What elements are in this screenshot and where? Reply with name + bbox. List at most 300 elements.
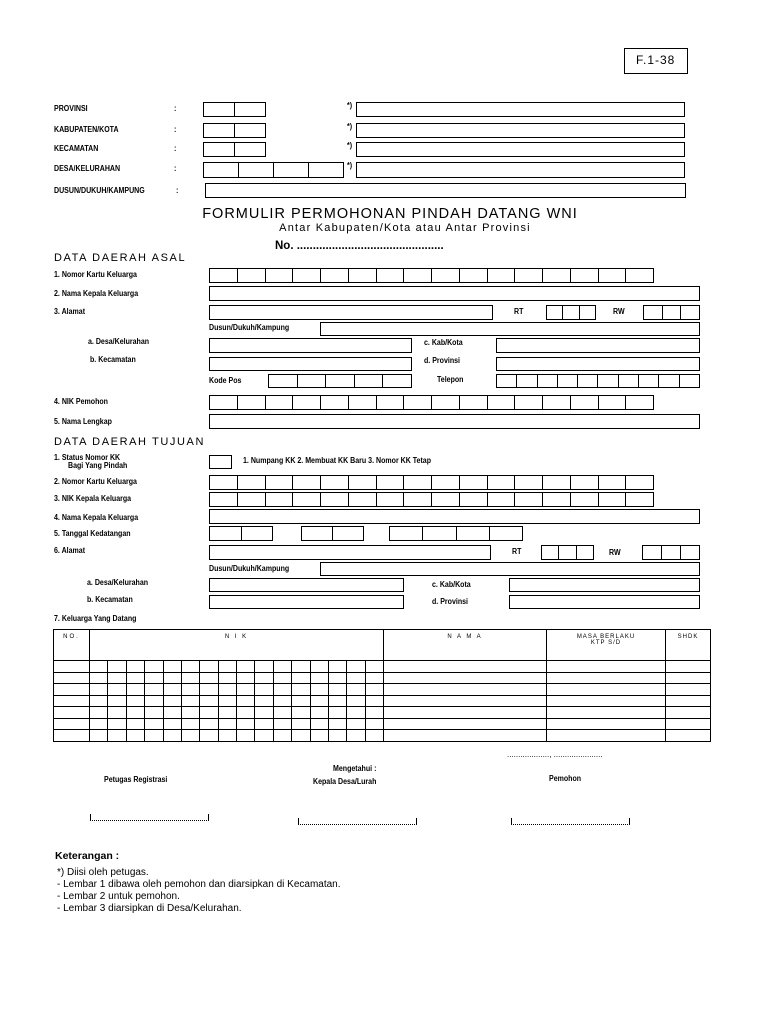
nik-digit-cell[interactable] (145, 718, 163, 730)
colon: : (174, 125, 177, 134)
digit-cell[interactable] (618, 375, 638, 387)
nik-digit-cell[interactable] (108, 661, 126, 673)
digit-cell[interactable] (497, 375, 516, 387)
digit-cell[interactable] (273, 163, 308, 177)
masa-cell[interactable] (547, 684, 666, 696)
digit-cell[interactable] (320, 476, 348, 489)
shdk-cell[interactable] (666, 695, 711, 707)
nik-digit-cell[interactable] (273, 672, 291, 684)
nik-digit-cell[interactable] (365, 695, 383, 707)
alamat-tujuan-input[interactable] (209, 545, 491, 560)
nik-digit-cell[interactable] (163, 684, 181, 696)
kecamatan-code-input[interactable] (203, 142, 266, 157)
digit-cell[interactable] (204, 103, 234, 116)
kec-asal-input[interactable] (209, 357, 412, 371)
nik-digit-cell[interactable] (218, 661, 236, 673)
rt-asal-input[interactable] (546, 305, 596, 320)
masa-cell[interactable] (547, 707, 666, 719)
masa-cell[interactable] (547, 672, 666, 684)
nik-digit-cell[interactable] (365, 730, 383, 742)
label-prov-asal: d. Provinsi (424, 356, 460, 365)
nik-digit-cell[interactable] (108, 707, 126, 719)
nik-digit-cell[interactable] (328, 672, 346, 684)
digit-cell[interactable] (638, 375, 658, 387)
digit-cell[interactable] (542, 269, 570, 282)
digit-cell[interactable] (547, 306, 562, 319)
nik-digit-cell[interactable] (237, 695, 255, 707)
nama-cell[interactable] (384, 730, 547, 742)
nama-cell[interactable] (384, 707, 547, 719)
digit-cell[interactable] (403, 493, 431, 506)
nik-digit-cell[interactable] (237, 672, 255, 684)
digit-cell[interactable] (661, 546, 680, 559)
digit-cell[interactable] (204, 143, 234, 156)
nik-digit-cell[interactable] (237, 661, 255, 673)
nkk-asal-input[interactable] (209, 268, 654, 283)
table-row (54, 672, 711, 684)
nik-digit-cell[interactable] (126, 730, 144, 742)
nik-digit-cell[interactable] (237, 730, 255, 742)
nik-digit-cell[interactable] (273, 684, 291, 696)
digit-cell[interactable] (376, 476, 404, 489)
note-item: - Lembar 3 diarsipkan di Desa/Kelurahan. (57, 903, 242, 914)
digit-cell[interactable] (658, 375, 678, 387)
dusun-input[interactable] (205, 183, 686, 198)
nik-digit-cell[interactable] (90, 718, 108, 730)
nik-digit-cell[interactable] (292, 684, 310, 696)
nik-digit-cell[interactable] (108, 730, 126, 742)
nik-digit-cell[interactable] (126, 684, 144, 696)
nik-digit-cell[interactable] (181, 684, 199, 696)
nik-digit-cell[interactable] (126, 695, 144, 707)
nik-digit-cell[interactable] (163, 730, 181, 742)
digit-cell[interactable] (598, 476, 626, 489)
digit-cell[interactable] (354, 375, 383, 387)
kodepos-input[interactable] (268, 374, 412, 388)
nik-digit-cell[interactable] (126, 718, 144, 730)
digit-cell[interactable] (210, 396, 237, 409)
nik-digit-cell[interactable] (218, 672, 236, 684)
digit-cell[interactable] (265, 396, 293, 409)
digit-cell[interactable] (625, 476, 653, 489)
nik-digit-cell[interactable] (328, 718, 346, 730)
digit-cell[interactable] (489, 527, 522, 540)
nik-digit-cell[interactable] (328, 684, 346, 696)
nik-digit-cell[interactable] (255, 707, 273, 719)
digit-cell[interactable] (459, 269, 487, 282)
nik-digit-cell[interactable] (255, 661, 273, 673)
nik-digit-cell[interactable] (163, 672, 181, 684)
nik-digit-cell[interactable] (310, 730, 328, 742)
nik-digit-cell[interactable] (347, 661, 365, 673)
shdk-cell[interactable] (666, 718, 711, 730)
desa-tujuan-input[interactable] (209, 578, 404, 592)
digit-cell[interactable] (570, 476, 598, 489)
digit-cell[interactable] (662, 306, 681, 319)
tanggal-month-input[interactable] (301, 526, 364, 541)
nik-digit-cell[interactable] (292, 661, 310, 673)
digit-cell[interactable] (557, 375, 577, 387)
nik-digit-cell[interactable] (292, 707, 310, 719)
nik-digit-cell[interactable] (90, 707, 108, 719)
digit-cell[interactable] (598, 269, 626, 282)
no-cell[interactable] (54, 695, 90, 707)
prov-asal-input[interactable] (496, 357, 700, 371)
digit-cell[interactable] (456, 527, 489, 540)
digit-cell[interactable] (390, 527, 422, 540)
nik-digit-cell[interactable] (145, 730, 163, 742)
digit-cell[interactable] (516, 375, 536, 387)
nik-digit-cell[interactable] (108, 672, 126, 684)
shdk-cell[interactable] (666, 661, 711, 673)
nik-digit-cell[interactable] (292, 672, 310, 684)
digit-cell[interactable] (292, 396, 320, 409)
digit-cell[interactable] (265, 476, 293, 489)
nik-digit-cell[interactable] (255, 718, 273, 730)
digit-cell[interactable] (431, 493, 459, 506)
digit-cell[interactable] (643, 546, 661, 559)
shdk-cell[interactable] (666, 707, 711, 719)
nik-digit-cell[interactable] (328, 730, 346, 742)
digit-cell[interactable] (487, 493, 515, 506)
nik-digit-cell[interactable] (292, 695, 310, 707)
digit-cell[interactable] (644, 306, 662, 319)
provinsi-name-input[interactable] (356, 102, 685, 117)
nik-digit-cell[interactable] (310, 661, 328, 673)
nama-cell[interactable] (384, 695, 547, 707)
nik-digit-cell[interactable] (218, 718, 236, 730)
masa-cell[interactable] (547, 695, 666, 707)
nik-digit-cell[interactable] (328, 661, 346, 673)
nik-digit-cell[interactable] (108, 718, 126, 730)
alamat-asal-input[interactable] (209, 305, 493, 320)
nik-digit-cell[interactable] (163, 661, 181, 673)
digit-cell[interactable] (542, 493, 570, 506)
nik-digit-cell[interactable] (365, 672, 383, 684)
digit-cell[interactable] (234, 143, 265, 156)
digit-cell[interactable] (302, 527, 332, 540)
nik-digit-cell[interactable] (310, 684, 328, 696)
kab-asal-input[interactable] (496, 338, 700, 353)
digit-cell[interactable] (320, 269, 348, 282)
dusun-tujuan-input[interactable] (320, 562, 700, 576)
digit-cell[interactable] (265, 269, 293, 282)
masa-cell[interactable] (547, 718, 666, 730)
digit-cell[interactable] (237, 396, 265, 409)
digit-cell[interactable] (570, 493, 598, 506)
rw-asal-input[interactable] (643, 305, 700, 320)
nik-digit-cell[interactable] (163, 695, 181, 707)
digit-cell[interactable] (577, 375, 597, 387)
nik-digit-cell[interactable] (200, 718, 218, 730)
nik-digit-cell[interactable] (163, 718, 181, 730)
nik-digit-cell[interactable] (200, 684, 218, 696)
nik-digit-cell[interactable] (310, 718, 328, 730)
tanggal-day-input[interactable] (209, 526, 273, 541)
digit-cell[interactable] (579, 306, 595, 319)
digit-cell[interactable] (204, 163, 238, 177)
digit-cell[interactable] (332, 527, 363, 540)
digit-cell[interactable] (403, 396, 431, 409)
nik-digit-cell[interactable] (145, 684, 163, 696)
nik-digit-cell[interactable] (310, 672, 328, 684)
digit-cell[interactable] (542, 546, 558, 559)
nik-digit-cell[interactable] (347, 718, 365, 730)
digit-cell[interactable] (459, 493, 487, 506)
digit-cell[interactable] (210, 493, 237, 506)
nik-digit-cell[interactable] (237, 707, 255, 719)
digit-cell[interactable] (297, 375, 326, 387)
nik-digit-cell[interactable] (200, 707, 218, 719)
digit-cell[interactable] (459, 476, 487, 489)
digit-cell[interactable] (431, 396, 459, 409)
rt-tujuan-input[interactable] (541, 545, 594, 560)
no-cell[interactable] (54, 661, 90, 673)
sig-line-pemohon[interactable] (511, 818, 630, 825)
digit-cell[interactable] (422, 527, 455, 540)
nik-digit-cell[interactable] (145, 707, 163, 719)
officer-marker: *) (347, 101, 353, 110)
no-cell[interactable] (54, 672, 90, 684)
desa-asal-input[interactable] (209, 338, 412, 353)
nik-digit-cell[interactable] (273, 695, 291, 707)
desa-name-input[interactable] (356, 162, 685, 178)
digit-cell[interactable] (292, 493, 320, 506)
digit-cell[interactable] (376, 493, 404, 506)
digit-cell[interactable] (210, 269, 237, 282)
nik-digit-cell[interactable] (273, 707, 291, 719)
digit-cell[interactable] (237, 493, 265, 506)
nik-digit-cell[interactable] (365, 707, 383, 719)
nama-kk-tujuan-input[interactable] (209, 509, 700, 524)
nik-digit-cell[interactable] (273, 661, 291, 673)
nik-digit-cell[interactable] (90, 684, 108, 696)
nik-digit-cell[interactable] (163, 707, 181, 719)
nik-digit-cell[interactable] (181, 730, 199, 742)
shdk-cell[interactable] (666, 684, 711, 696)
nama-lengkap-input[interactable] (209, 414, 700, 429)
digit-cell[interactable] (680, 306, 699, 319)
sig-line-kepala[interactable] (298, 818, 417, 825)
nik-digit-cell[interactable] (237, 684, 255, 696)
digit-cell[interactable] (625, 396, 653, 409)
nama-kk-asal-input[interactable] (209, 286, 700, 301)
masa-cell[interactable] (547, 730, 666, 742)
digit-cell[interactable] (308, 163, 343, 177)
digit-cell[interactable] (487, 269, 515, 282)
nik-digit-cell[interactable] (181, 661, 199, 673)
digit-cell[interactable] (514, 476, 542, 489)
nik-digit-cell[interactable] (200, 730, 218, 742)
digit-cell[interactable] (292, 269, 320, 282)
digit-cell[interactable] (679, 375, 699, 387)
digit-cell[interactable] (514, 396, 542, 409)
nik-digit-cell[interactable] (181, 707, 199, 719)
nik-digit-cell[interactable] (90, 695, 108, 707)
label-dusun-asal: Dusun/Dukuh/Kampung (209, 323, 290, 332)
nik-digit-cell[interactable] (181, 718, 199, 730)
kabupaten-name-input[interactable] (356, 123, 685, 138)
digit-cell[interactable] (292, 476, 320, 489)
digit-cell[interactable] (376, 396, 404, 409)
nik-digit-cell[interactable] (181, 672, 199, 684)
nik-digit-cell[interactable] (310, 695, 328, 707)
digit-cell[interactable] (570, 269, 598, 282)
kabupaten-code-input[interactable] (203, 123, 266, 138)
nik-digit-cell[interactable] (200, 661, 218, 673)
digit-cell[interactable] (431, 269, 459, 282)
digit-cell[interactable] (376, 269, 404, 282)
telepon-input[interactable] (496, 374, 700, 388)
nik-digit-cell[interactable] (292, 718, 310, 730)
nik-digit-cell[interactable] (218, 684, 236, 696)
nik-digit-cell[interactable] (347, 730, 365, 742)
nik-digit-cell[interactable] (218, 695, 236, 707)
nama-cell[interactable] (384, 661, 547, 673)
nik-digit-cell[interactable] (310, 707, 328, 719)
tanggal-year-input[interactable] (389, 526, 523, 541)
digit-cell[interactable] (625, 493, 653, 506)
no-cell[interactable] (54, 718, 90, 730)
digit-cell[interactable] (403, 476, 431, 489)
digit-cell[interactable] (680, 546, 699, 559)
digit-cell[interactable] (562, 306, 578, 319)
nik-digit-cell[interactable] (347, 707, 365, 719)
digit-cell[interactable] (625, 269, 653, 282)
masa-cell[interactable] (547, 661, 666, 673)
no-cell[interactable] (54, 730, 90, 742)
digit-cell[interactable] (320, 493, 348, 506)
digit-cell[interactable] (325, 375, 354, 387)
digit-cell[interactable] (210, 527, 241, 540)
col-masa-berlaku (547, 630, 666, 661)
digit-cell[interactable] (241, 527, 273, 540)
digit-cell[interactable] (238, 163, 273, 177)
digit-cell[interactable] (237, 269, 265, 282)
nama-cell[interactable] (384, 672, 547, 684)
digit-cell[interactable] (598, 493, 626, 506)
nik-pemohon-input[interactable] (209, 395, 654, 410)
shdk-cell[interactable] (666, 730, 711, 742)
nik-digit-cell[interactable] (90, 661, 108, 673)
nik-digit-cell[interactable] (181, 695, 199, 707)
no-cell[interactable] (54, 684, 90, 696)
nik-digit-cell[interactable] (108, 684, 126, 696)
no-cell[interactable] (54, 707, 90, 719)
nik-digit-cell[interactable] (218, 707, 236, 719)
nik-kk-tujuan-input[interactable] (209, 492, 654, 507)
digit-cell[interactable] (487, 396, 515, 409)
digit-cell[interactable] (348, 396, 376, 409)
digit-cell[interactable] (210, 476, 237, 489)
nik-digit-cell[interactable] (90, 730, 108, 742)
digit-cell[interactable] (348, 493, 376, 506)
digit-cell[interactable] (576, 546, 593, 559)
nik-digit-cell[interactable] (255, 672, 273, 684)
digit-cell[interactable] (537, 375, 557, 387)
digit-cell[interactable] (382, 375, 411, 387)
nik-digit-cell[interactable] (365, 661, 383, 673)
digit-cell[interactable] (598, 396, 626, 409)
nik-digit-cell[interactable] (218, 730, 236, 742)
digit-cell[interactable] (487, 476, 515, 489)
digit-cell[interactable] (269, 375, 297, 387)
digit-cell[interactable] (459, 396, 487, 409)
digit-cell[interactable] (431, 476, 459, 489)
nik-digit-cell[interactable] (255, 684, 273, 696)
digit-cell[interactable] (234, 103, 265, 116)
nik-digit-cell[interactable] (328, 695, 346, 707)
nik-digit-cell[interactable] (126, 661, 144, 673)
nik-digit-cell[interactable] (145, 661, 163, 673)
digit-cell[interactable] (514, 269, 542, 282)
status-kk-input[interactable] (209, 455, 232, 469)
digit-cell[interactable] (558, 546, 575, 559)
nik-digit-cell[interactable] (237, 718, 255, 730)
desa-code-input[interactable] (203, 162, 344, 178)
nik-digit-cell[interactable] (255, 695, 273, 707)
digit-cell[interactable] (234, 124, 265, 137)
nama-cell[interactable] (384, 718, 547, 730)
nkk-tujuan-input[interactable] (209, 475, 654, 490)
nik-digit-cell[interactable] (126, 672, 144, 684)
nik-digit-cell[interactable] (328, 707, 346, 719)
nik-digit-cell[interactable] (145, 695, 163, 707)
digit-cell[interactable] (542, 476, 570, 489)
provinsi-code-input[interactable] (203, 102, 266, 117)
sig-line-petugas[interactable] (90, 814, 209, 821)
nik-digit-cell[interactable] (273, 718, 291, 730)
nik-digit-cell[interactable] (255, 730, 273, 742)
kec-tujuan-input[interactable] (209, 595, 404, 609)
dusun-asal-input[interactable] (320, 322, 700, 336)
digit-cell[interactable] (403, 269, 431, 282)
nik-digit-cell[interactable] (347, 695, 365, 707)
nik-digit-cell[interactable] (347, 672, 365, 684)
nik-digit-cell[interactable] (126, 707, 144, 719)
digit-cell[interactable] (348, 269, 376, 282)
digit-cell[interactable] (348, 476, 376, 489)
col-nik: N I K (90, 630, 384, 661)
rw-tujuan-input[interactable] (642, 545, 700, 560)
kab-tujuan-input[interactable] (509, 578, 700, 592)
nik-digit-cell[interactable] (200, 695, 218, 707)
nik-digit-cell[interactable] (365, 684, 383, 696)
nik-digit-cell[interactable] (200, 672, 218, 684)
nik-digit-cell[interactable] (145, 672, 163, 684)
digit-cell[interactable] (570, 396, 598, 409)
nik-digit-cell[interactable] (347, 684, 365, 696)
nama-cell[interactable] (384, 684, 547, 696)
digit-cell[interactable] (320, 396, 348, 409)
nik-digit-cell[interactable] (292, 730, 310, 742)
digit-cell[interactable] (237, 476, 265, 489)
prov-tujuan-input[interactable] (509, 595, 700, 609)
section-heading-tujuan: DATA DAERAH TUJUAN (54, 436, 206, 448)
kecamatan-name-input[interactable] (356, 142, 685, 157)
nik-digit-cell[interactable] (90, 672, 108, 684)
nik-digit-cell[interactable] (273, 730, 291, 742)
digit-cell[interactable] (542, 396, 570, 409)
label-kecamatan: KECAMATAN (54, 144, 99, 153)
shdk-cell[interactable] (666, 672, 711, 684)
digit-cell[interactable] (204, 124, 234, 137)
digit-cell[interactable] (265, 493, 293, 506)
digit-cell[interactable] (514, 493, 542, 506)
digit-cell[interactable] (597, 375, 617, 387)
nik-digit-cell[interactable] (365, 718, 383, 730)
nik-digit-cell[interactable] (108, 695, 126, 707)
